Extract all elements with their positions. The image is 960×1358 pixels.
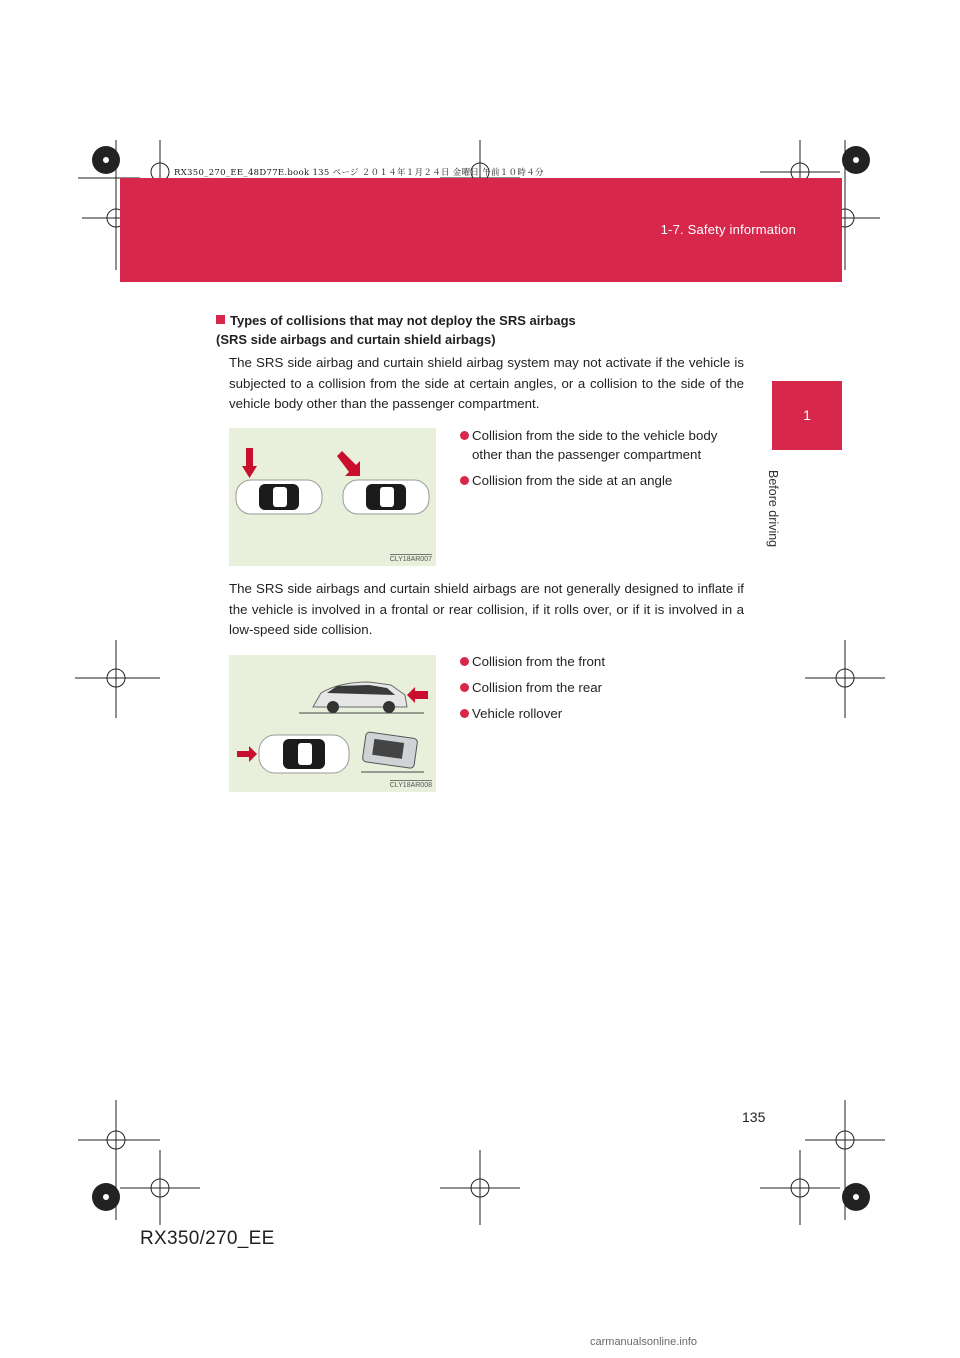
bullet-dot-icon bbox=[460, 476, 469, 485]
bullet-dot-icon bbox=[460, 431, 469, 440]
impact-arrow-diagonal-icon bbox=[337, 451, 360, 476]
side-collision-illustration bbox=[229, 428, 436, 566]
section-heading: Types of collisions that may not deploy the SRS airbags (SRS side airbags and curtain shield airbags) bbox=[216, 313, 576, 347]
bullet-rollover: Vehicle rollover bbox=[460, 704, 750, 723]
page-number: 135 bbox=[742, 1109, 766, 1125]
figure-code: CLY18AR007 bbox=[389, 556, 432, 563]
car-topview-1 bbox=[236, 480, 322, 514]
bullet-body-collision: Collision from the side to the vehicle body other than the passenger compartment bbox=[460, 426, 750, 464]
paragraph-side-airbag: The SRS side airbag and curtain shield airbag system may not activate if the vehicle is subjected to a collision from the side at certain angles, or a collision to the side of the vehicle body other than the passenger compartment. bbox=[229, 355, 744, 411]
bullet-front-collision: Collision from the front bbox=[460, 652, 750, 671]
bullet-angle-collision: Collision from the side at an angle bbox=[460, 471, 750, 490]
impact-arrow-rear-icon bbox=[237, 746, 257, 762]
impact-arrow-front-icon bbox=[407, 687, 428, 703]
bullet-dot-icon bbox=[460, 657, 469, 666]
section-title: 1-7. Safety information bbox=[660, 222, 796, 237]
watermark: carmanualsonline.info bbox=[590, 1336, 698, 1348]
figure-front-rear-rollover bbox=[229, 655, 436, 792]
car-topview-rear bbox=[259, 735, 349, 773]
bullet-rear-collision: Collision from the rear bbox=[460, 678, 750, 697]
figure-side-collision bbox=[229, 428, 436, 566]
book-meta: RX350_270_EE_48D77E.book 135 ページ ２０１４年１月２４日 金曜日 午前１０時４分 bbox=[174, 168, 544, 178]
chapter-tab[interactable] bbox=[772, 381, 842, 450]
car-rollover bbox=[361, 732, 424, 772]
car-sideview bbox=[299, 682, 424, 713]
model-code: RX350/270_EE bbox=[140, 1228, 275, 1249]
impact-arrow-down-icon bbox=[242, 448, 257, 478]
paragraph-not-designed: The SRS side airbags and curtain shield airbags are not generally designed to inflate if the vehicle is involved in a frontal or rear collision, if it rolls over, or if it is involved in a low-speed side collision. bbox=[229, 581, 744, 637]
chapter-number: 1 bbox=[803, 407, 811, 423]
heading-square-icon bbox=[216, 315, 225, 324]
figure-code: CLY18AR008 bbox=[389, 782, 432, 789]
chapter-label: Before driving bbox=[766, 470, 780, 548]
bullet-dot-icon bbox=[460, 683, 469, 692]
car-topview-2 bbox=[343, 480, 429, 514]
front-rear-rollover-illustration bbox=[229, 655, 436, 792]
bullet-dot-icon bbox=[460, 709, 469, 718]
